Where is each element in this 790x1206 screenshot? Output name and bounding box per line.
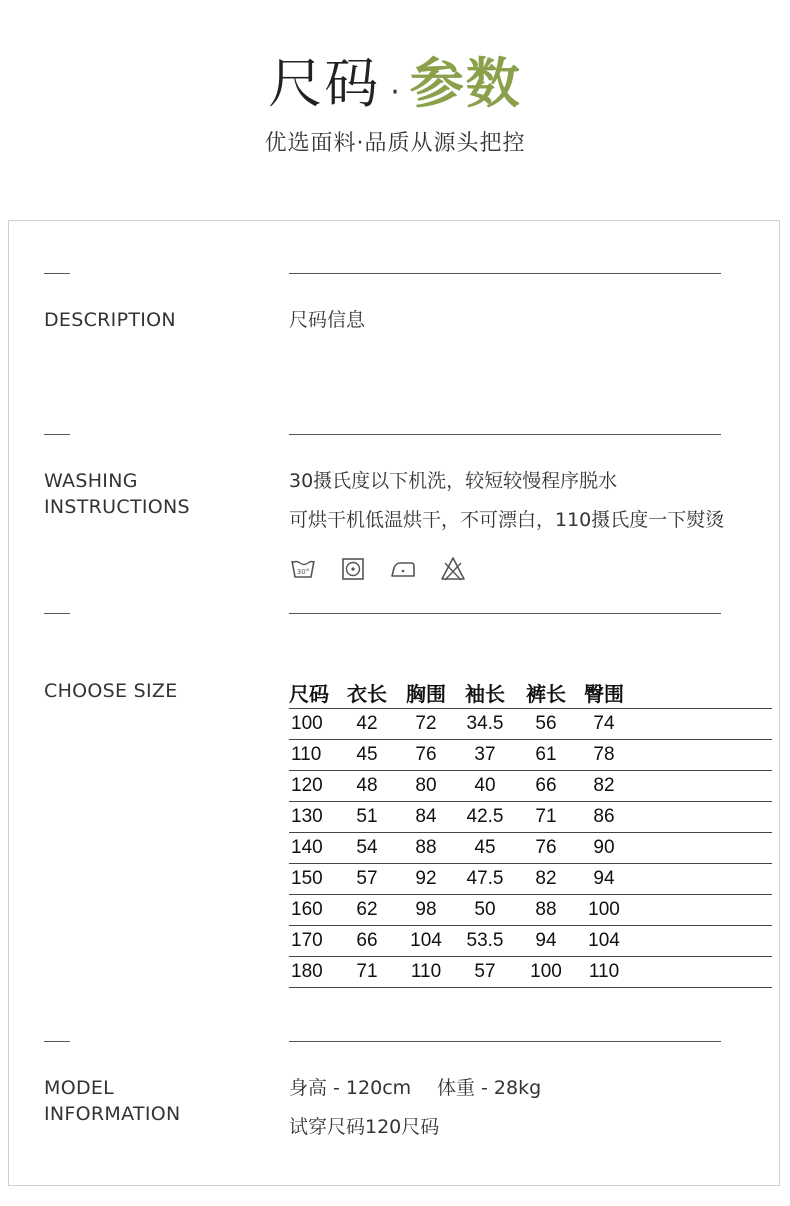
section-dash — [44, 434, 70, 435]
table-cell: 170 — [291, 930, 323, 951]
size-table — [289, 676, 772, 988]
table-cell: 66 — [535, 775, 557, 796]
table-cell: 61 — [535, 744, 557, 765]
table-row — [289, 864, 772, 895]
table-cell: 82 — [593, 775, 615, 796]
table-cell: 150 — [291, 868, 323, 889]
table-cell: 42.5 — [466, 806, 504, 827]
table-cell: 80 — [415, 775, 437, 796]
table-cell: 42 — [356, 713, 378, 734]
table-cell: 100 — [530, 961, 562, 982]
table-cell: 160 — [291, 899, 323, 920]
table-cell: 45 — [356, 744, 378, 765]
section-rule — [289, 273, 721, 274]
section-rule — [289, 434, 721, 435]
title-part2: 参数 — [409, 52, 522, 115]
size-table-header — [289, 676, 772, 708]
table-row — [289, 957, 772, 988]
tumble-dry-icon — [339, 555, 367, 583]
page-subtitle: 优选面料·品质从源头把控 — [264, 131, 526, 156]
table-cell: 72 — [415, 713, 437, 734]
table-cell: 62 — [356, 899, 378, 920]
washing-label — [44, 468, 190, 520]
table-cell: 130 — [291, 806, 323, 827]
model-label-line2: INFORMATION — [44, 1103, 181, 1125]
table-cell: 54 — [356, 837, 378, 858]
model-label — [44, 1075, 181, 1127]
table-cell: 66 — [356, 930, 378, 951]
table-cell: 94 — [593, 868, 615, 889]
header-cell: 尺码 — [289, 681, 329, 706]
table-row — [289, 802, 772, 833]
title-dot: · — [390, 75, 400, 110]
table-cell: 92 — [415, 868, 437, 889]
table-cell: 94 — [535, 930, 557, 951]
size-table-body — [289, 708, 772, 988]
table-cell: 56 — [535, 713, 557, 734]
table-row — [289, 740, 772, 771]
table-cell: 76 — [535, 837, 557, 858]
table-cell: 76 — [415, 744, 437, 765]
wash-30-icon — [289, 555, 317, 583]
table-cell: 78 — [593, 744, 615, 765]
size-label: CHOOSE SIZE — [44, 680, 178, 702]
page-title — [0, 52, 790, 125]
section-rule — [289, 613, 721, 614]
table-cell: 100 — [291, 713, 323, 734]
table-cell: 50 — [474, 899, 496, 920]
header-cell: 胸围 — [406, 681, 446, 706]
table-cell: 45 — [474, 837, 496, 858]
table-cell: 100 — [588, 899, 620, 920]
washing-line1: 30摄氏度以下机洗，较短较慢程序脱水 — [289, 470, 618, 492]
table-cell: 57 — [356, 868, 378, 889]
section-dash — [44, 613, 70, 614]
table-cell: 48 — [356, 775, 378, 796]
header-cell: 裤长 — [526, 681, 566, 706]
table-cell: 180 — [291, 961, 323, 982]
table-cell: 47.5 — [466, 868, 504, 889]
table-cell: 104 — [410, 930, 442, 951]
table-cell: 140 — [291, 837, 323, 858]
table-cell: 71 — [535, 806, 557, 827]
header-cell: 臀围 — [584, 681, 624, 706]
table-cell: 98 — [415, 899, 437, 920]
table-cell: 53.5 — [466, 930, 504, 951]
table-cell: 82 — [535, 868, 557, 889]
svg-text:30°: 30° — [296, 568, 310, 576]
table-cell: 37 — [474, 744, 496, 765]
table-cell: 110 — [588, 961, 620, 982]
model-height: 身高 - 120cm — [289, 1077, 412, 1099]
table-cell: 110 — [291, 744, 322, 765]
table-row — [289, 926, 772, 957]
title-part1: 尺码 — [268, 52, 381, 115]
model-label-line1: MODEL — [44, 1077, 115, 1099]
iron-icon — [389, 555, 417, 583]
section-dash — [44, 273, 70, 274]
description-label: DESCRIPTION — [44, 309, 176, 331]
section-rule — [289, 1041, 721, 1042]
washing-label-line1: WASHING — [44, 470, 138, 492]
washing-line2: 可烘干机低温烘干，不可漂白，110摄氏度一下熨烫 — [289, 509, 725, 531]
description-value: 尺码信息 — [289, 309, 366, 331]
model-tried-size: 试穿尺码120尺码 — [289, 1116, 440, 1138]
table-row — [289, 895, 772, 926]
table-cell: 57 — [474, 961, 496, 982]
header-cell: 衣长 — [347, 681, 387, 706]
section-dash — [44, 1041, 70, 1042]
table-cell: 34.5 — [466, 713, 504, 734]
table-cell: 84 — [415, 806, 437, 827]
no-bleach-icon — [439, 555, 467, 583]
header-cell: 袖长 — [465, 681, 505, 706]
table-cell: 71 — [356, 961, 378, 982]
care-icons — [289, 555, 467, 583]
table-row — [289, 708, 772, 740]
table-row — [289, 833, 772, 864]
table-cell: 90 — [593, 837, 615, 858]
model-weight: 体重 - 28kg — [437, 1077, 542, 1099]
table-cell: 74 — [593, 713, 615, 734]
table-cell: 120 — [291, 775, 323, 796]
table-cell: 104 — [588, 930, 620, 951]
table-row — [289, 771, 772, 802]
washing-label-line2: INSTRUCTIONS — [44, 496, 190, 518]
table-cell: 88 — [415, 837, 437, 858]
table-cell: 40 — [474, 775, 496, 796]
table-cell: 110 — [410, 961, 442, 982]
table-cell: 86 — [593, 806, 615, 827]
table-cell: 88 — [535, 899, 557, 920]
table-cell: 51 — [356, 806, 378, 827]
